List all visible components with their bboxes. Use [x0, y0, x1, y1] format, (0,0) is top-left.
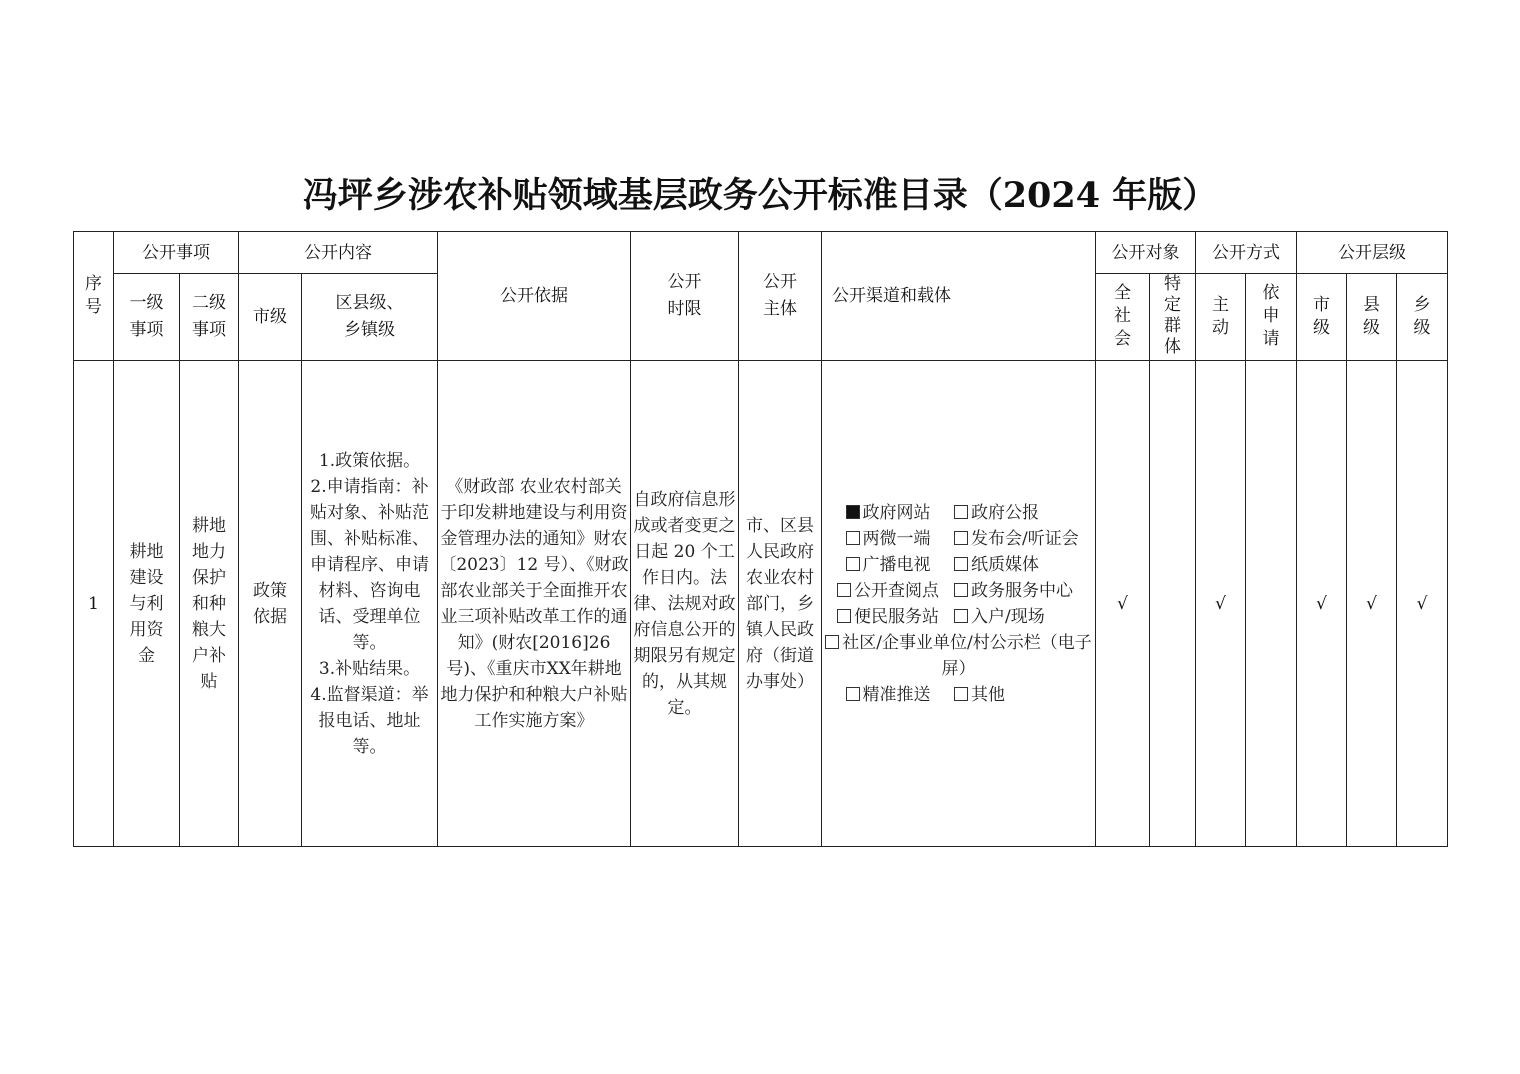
- cell-mode-active: √: [1196, 361, 1246, 847]
- cell-period: 自政府信息形成或者变更之日起 20 个工作日内。法律、法规对政府信息公开的期限另有规定的，从其规定。: [631, 361, 739, 847]
- header-mode-active: 主动: [1196, 274, 1246, 361]
- channel-precise-push[interactable]: 精准推送: [822, 682, 954, 708]
- channel-paper-media[interactable]: 纸质媒体: [954, 552, 1039, 578]
- checkbox-icon: [846, 531, 860, 545]
- header-mode: 公开方式: [1196, 232, 1297, 274]
- channel-gov-gazette[interactable]: 政府公报: [954, 500, 1039, 526]
- header-level-city: 市级: [1297, 274, 1347, 361]
- channel-public-reading[interactable]: 公开查阅点: [822, 578, 954, 604]
- header-channels: 公开渠道和载体: [822, 232, 1096, 361]
- header-mode-request: 依申请: [1246, 274, 1297, 361]
- header-content: 公开内容: [239, 232, 438, 274]
- cell-seq: 1: [74, 361, 114, 847]
- checkbox-checked-icon: [846, 505, 860, 519]
- checkbox-icon: [837, 583, 851, 597]
- header-level-county: 县级: [1347, 274, 1397, 361]
- checkbox-icon: [954, 609, 968, 623]
- cell-channels: [822, 361, 1096, 847]
- cell-level-county: √: [1347, 361, 1397, 847]
- checkbox-icon: [846, 687, 860, 701]
- header-target: 公开对象: [1096, 232, 1196, 274]
- header-basis: 公开依据: [438, 232, 631, 361]
- cell-level-township: √: [1397, 361, 1448, 847]
- channel-bulletin[interactable]: 社区/企事业单位/村公示栏（电子屏）: [822, 630, 1095, 682]
- channel-other[interactable]: 其他: [954, 682, 1005, 708]
- content-item: 2.申请指南：补贴对象、补贴范围、补贴标准、申请程序、申请材料、咨询电话、受理单位等。: [310, 476, 429, 653]
- page-title: 冯坪乡涉农补贴领域基层政务公开标准目录（2024 年版）: [302, 175, 1218, 216]
- content-item: 3.补贴结果。: [318, 658, 421, 679]
- cell-district-content: [302, 361, 438, 847]
- header-row-1: [74, 232, 1448, 274]
- channel-press-conf[interactable]: 发布会/听证会: [954, 526, 1079, 552]
- channel-convenience-station[interactable]: 便民服务站: [822, 604, 954, 630]
- checkbox-icon: [846, 557, 860, 571]
- content-item: 4.监督渠道：举报电话、地址等。: [310, 684, 429, 757]
- cell-level2: 耕地地力保护和种粮大户补贴: [180, 361, 239, 847]
- header-period: 公开时限: [631, 232, 739, 361]
- channel-gov-website[interactable]: 政府网站: [822, 500, 954, 526]
- cell-city-content: 政策依据: [239, 361, 302, 847]
- header-level-township: 乡级: [1397, 274, 1448, 361]
- header-level2: 二级事项: [180, 274, 239, 361]
- channel-service-center[interactable]: 政务服务中心: [954, 578, 1073, 604]
- channel-household[interactable]: 入户/现场: [954, 604, 1045, 630]
- cell-basis: 《财政部 农业农村部关于印发耕地建设与利用资金管理办法的通知》财农〔2023〕12 号）、《财政部农业部关于全面推开农业三项补贴改革工作的通知》(财农[2016]26 号)、《重庆市XX年耕地地力保护和种粮大户补贴工作实施方案》: [438, 361, 631, 847]
- checkbox-icon: [954, 687, 968, 701]
- header-level1: 一级事项: [114, 274, 180, 361]
- checkbox-icon: [837, 609, 851, 623]
- header-seq: 序号: [74, 232, 114, 361]
- header-content-district: 区县级、乡镇级: [302, 274, 438, 361]
- checkbox-icon: [954, 531, 968, 545]
- cell-level1: 耕地建设与利用资金: [114, 361, 180, 847]
- header-content-city: 市级: [239, 274, 302, 361]
- cell-subject: 市、区县人民政府农业农村部门，乡镇人民政府（街道办事处）: [739, 361, 822, 847]
- checkbox-icon: [954, 583, 968, 597]
- table-row: [74, 361, 1448, 847]
- header-matters: 公开事项: [114, 232, 239, 274]
- channel-two-micro[interactable]: 两微一端: [822, 526, 954, 552]
- channel-broadcast-tv[interactable]: 广播电视: [822, 552, 954, 578]
- content-item: 1.政策依据。: [318, 450, 421, 471]
- cell-level-city: √: [1297, 361, 1347, 847]
- cell-mode-request: [1246, 361, 1297, 847]
- header-level: 公开层级: [1297, 232, 1448, 274]
- checkbox-icon: [954, 505, 968, 519]
- disclosure-table: [73, 231, 1448, 847]
- checkbox-icon: [825, 635, 839, 649]
- header-target-society: 全社会: [1096, 274, 1150, 361]
- cell-target-society: √: [1096, 361, 1150, 847]
- header-subject: 公开主体: [739, 232, 822, 361]
- checkbox-icon: [954, 557, 968, 571]
- cell-target-specific: [1150, 361, 1196, 847]
- header-target-specific: 特定群体: [1150, 274, 1196, 361]
